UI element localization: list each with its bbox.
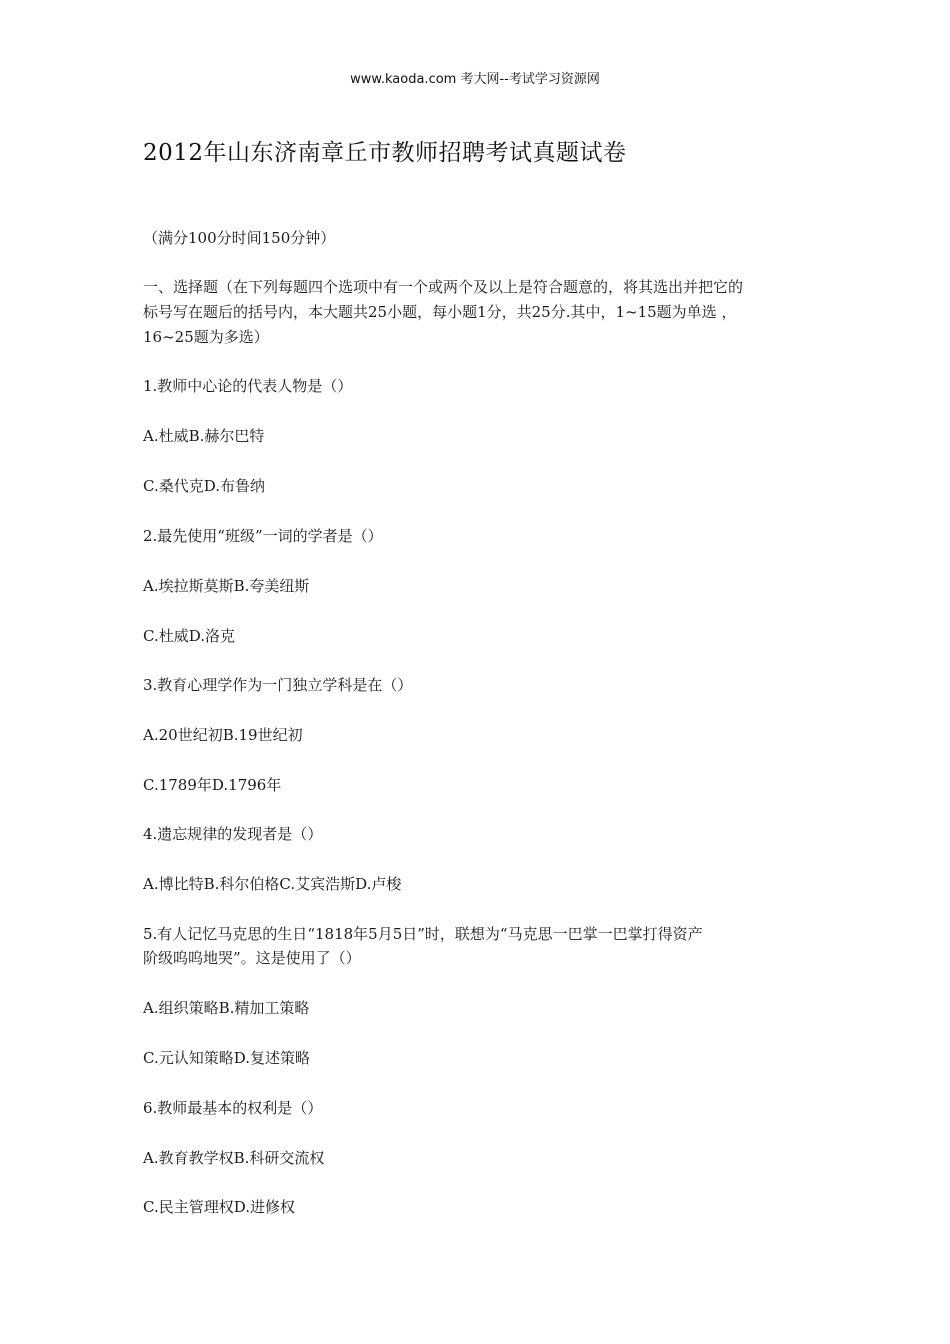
question-5-stem-line-2: 阶级呜呜地哭”。这是使用了（） xyxy=(143,949,361,967)
section-intro-line-1: 一、选择题（在下列每题四个选项中有一个或两个及以上是符合题意的，将其选出并把它的 xyxy=(143,278,744,296)
question-4-stem: 4.遗忘规律的发现者是（） xyxy=(143,825,323,843)
section-intro-line-2: 标号写在题后的括号内，本大题共25小题，每小题1分，共25分.其中，1~15题为单选 ， xyxy=(143,303,737,321)
question-1-options-cd: C.桑代克D.布鲁纳 xyxy=(143,477,265,495)
question-5-options-ab: A.组织策略B.精加工策略 xyxy=(143,999,310,1017)
question-5-stem-line-1: 5.有人记忆马克思的生日“1818年5月5日”时，联想为“马克思一巴掌一巴掌打得资产 xyxy=(143,925,703,943)
document-title: 2012年山东济南章丘市教师招聘考试真题试卷 xyxy=(143,140,627,166)
question-3-options-cd: C.1789年D.1796年 xyxy=(143,776,282,794)
question-6-stem: 6.教师最基本的权利是（） xyxy=(143,1099,323,1117)
question-4-options: A.博比特B.科尔伯格C.艾宾浩斯D.卢梭 xyxy=(143,875,402,893)
question-6-options-cd: C.民主管理权D.进修权 xyxy=(143,1198,295,1216)
section-intro-line-3: 16~25题为多选） xyxy=(143,328,269,346)
question-1-stem: 1.教师中心论的代表人物是（） xyxy=(143,377,353,395)
question-6-options-ab: A.教育教学权B.科研交流权 xyxy=(143,1149,325,1167)
question-3-stem: 3.教育心理学作为一门独立学科是在（） xyxy=(143,676,413,694)
exam-meta: （满分100分时间150分钟） xyxy=(143,229,336,247)
question-2-options-ab: A.埃拉斯莫斯B.夸美纽斯 xyxy=(143,577,310,595)
question-1-options-ab: A.杜威B.赫尔巴特 xyxy=(143,427,265,445)
question-2-stem: 2.最先使用“班级”一词的学者是（） xyxy=(143,527,383,545)
question-3-options-ab: A.20世纪初B.19世纪初 xyxy=(143,726,303,744)
question-2-options-cd: C.杜威D.洛克 xyxy=(143,627,235,645)
page-header-site: www.kaoda.com 考大网--考试学习资源网 xyxy=(350,72,600,87)
question-5-options-cd: C.元认知策略D.复述策略 xyxy=(143,1049,310,1067)
